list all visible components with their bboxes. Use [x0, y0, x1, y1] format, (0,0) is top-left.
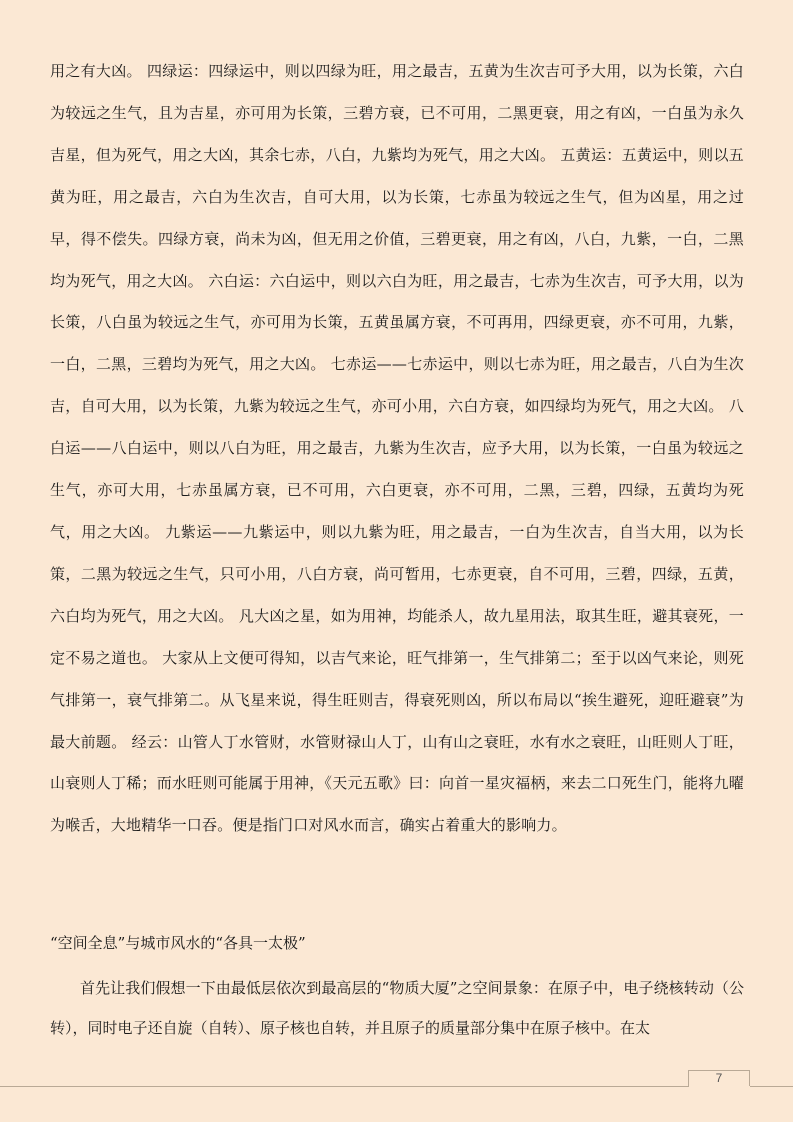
body-paragraph: 用之有大凶。 四绿运：四绿运中，则以四绿为旺，用之最吉，五黄为生次吉可予大用，以为长策，六白为较远之生气，且为吉星，亦可用为长策，三碧方衰，已不可用，二黑更衰，用之有凶，一白虽为永久吉星，但为死气，用之大凶，其余七赤，八白，九紫均为死气，用之大凶。 五黄运：五黄运中，则以五黄为旺，用之最吉，六白为生次吉，自可大用，以为长策，七赤虽为较远之生气，但为凶星，用之过早，得不偿失。四绿方衰，尚未为凶，但无用之价值，三碧更衰，用之有凶，八白，九紫，一白，二黑均为死气，用之大凶。 六白运：六白运中，则以六白为旺，用之最吉，七赤为生次吉，可予大用，以为长策，八白虽为较远之生气，亦可用为长策，五黄虽属方衰，不可再用，四绿更衰，亦不可用，九紫，一白，二黑，三碧均为死气，用之大凶。 七赤运——七赤运中，则以七赤为旺，用之最吉，八白为生次吉，自可大用，以为长策，九紫为较远之生气，亦可小用，六白方衰，如四绿均为死气，用之大凶。 八白运——八白运中，则以八白为旺，用之最吉，九紫为生次吉，应予大用，以为长策，一白虽为较远之生气，亦可大用，七赤虽属方衰，已不可用，六白更衰，亦不可用，二黑，三碧，四绿，五黄均为死气，用之大凶。 九紫运——九紫运中，则以九紫为旺，用之最吉，一白为生次吉，自当大用，以为长策，二黑为较远之生气，只可小用，八白方衰，尚可暂用，七赤更衰，自不可用，三碧，四绿，五黄，六白均为死气，用之大凶。 凡大凶之星，如为用神，均能杀人，故九星用法，取其生旺，避其衰死，一定不易之道也。 大家从上文便可得知，以吉气来论，旺气排第一，生气排第二；至于以凶气来论，则死气排第一，衰气排第二。从飞星来说，得生旺则吉，得衰死则凶，所以布局以“挨生避死，迎旺避衰”为最大前题。 经云：山管人丁水管财，水管财禄山人丁，山有山之衰旺，水有水之衰旺，山旺则人丁旺，山衰则人丁稀；而水旺则可能属于用神，《天元五歌》曰：向首一星灾福柄，来去二口死生门，能将九曜为喉舌，大地精华一口吞。便是指门口对风水而言，确实占着重大的影响力。	[50, 62, 744, 835]
section-paragraph: 首先让我们假想一下由最低层依次到最高层的“物质大厦”之空间景象：在原子中，电子绕核转动（公转），同时电子还自旋（自转）、原子核也自转，并且原子的质量部分集中在原子核中。在太	[50, 979, 744, 1037]
section-title: “空间全息”与城市风水的“各具一太极”	[50, 934, 306, 952]
page-number: 7	[715, 1071, 723, 1085]
footer-rule-left	[0, 1086, 689, 1087]
footer-rule-right	[750, 1086, 793, 1087]
